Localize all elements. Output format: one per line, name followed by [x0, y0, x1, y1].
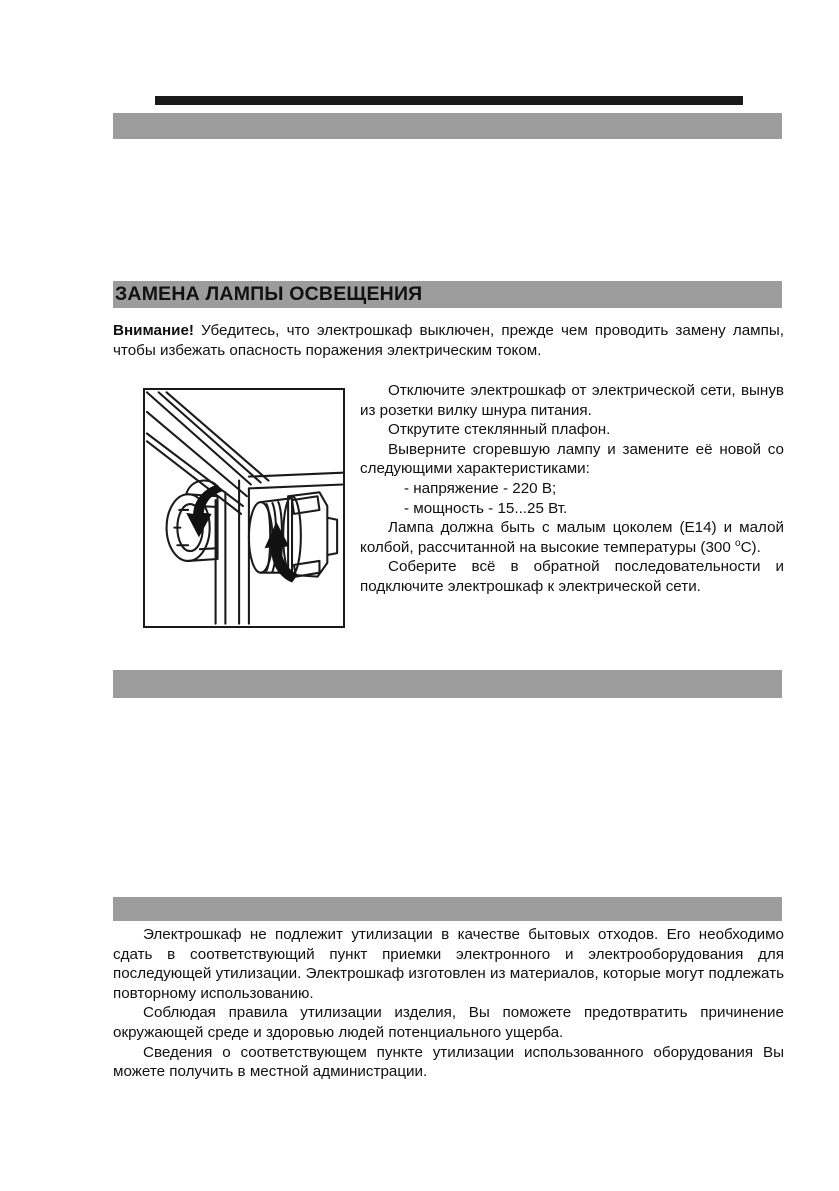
lamp-replacement-steps — [360, 381, 784, 597]
lower-gray-band — [113, 897, 782, 921]
warning-body: Убедитесь, что электрошкаф выключен, прежде чем проводить замену лампы, чтобы избежать опасность поражения электрическим током. — [113, 322, 784, 359]
disposal-paragraph-2-text: Соблюдая правила утилизации изделия, Вы поможете предотвратить причинение окружающей среде и здоровью людей потенциального ущерба. — [113, 1004, 784, 1041]
step-disconnect — [360, 381, 784, 420]
step-reassemble-text: Соберите всё в обратной последовательности и подключите электрошкаф к электрической сети. — [360, 558, 784, 595]
step-unscrew-cover-text: Открутите стеклянный плафон. — [388, 421, 611, 439]
lamp-type-note — [360, 518, 784, 557]
warning-paragraph — [113, 321, 784, 360]
step-unscrew-cover — [360, 420, 784, 440]
step-replace-bulb-text: Выверните сгоревшую лампу и замените её новой со следующими характеристиками: — [360, 440, 784, 478]
degree-symbol: o — [735, 537, 741, 549]
disposal-paragraph-2 — [113, 1003, 784, 1042]
disposal-section — [113, 925, 784, 1082]
oven-lamp-illustration — [143, 388, 345, 628]
step-replace-bulb — [360, 440, 784, 479]
disposal-paragraph-1 — [113, 925, 784, 1003]
disposal-paragraph-3-text: Сведения о соответствующем пункте утилизации использованного оборудования Вы можете получить в местной администрации. — [113, 1043, 784, 1081]
disposal-paragraph-1-text: Электрошкаф не подлежит утилизации в качестве бытовых отходов. Его необходимо сдать в соответствующий пункт приемки электронного и электрооборудования для последующей утилизации. Электрошкаф изготовлен из материалов, которые могут подлежать повторному использованию. — [113, 926, 784, 1002]
disposal-paragraph-3 — [113, 1043, 784, 1082]
section-heading-text: ЗАМЕНА ЛАМПЫ ОСВЕЩЕНИЯ — [115, 283, 423, 305]
spec-power — [360, 499, 784, 519]
spec-power-text: - мощность - 15...25 Вт. — [404, 499, 568, 517]
middle-gray-band — [113, 670, 782, 698]
step-disconnect-text: Отключите электрошкаф от электрической сети, вынув из розетки вилку шнура питания. — [360, 382, 784, 419]
oven-lamp-illustration-drawing — [145, 390, 343, 626]
step-reassemble — [360, 557, 784, 596]
lamp-type-note-tail: C). — [740, 538, 761, 556]
top-black-rule — [155, 96, 743, 105]
warning-lead: Внимание! — [113, 322, 194, 339]
spec-voltage-text: - напряжение - 220 В; — [404, 479, 557, 497]
top-gray-band — [113, 113, 782, 139]
spec-voltage — [360, 479, 784, 499]
lamp-type-note-text: Лампа должна быть с малым цоколем (E14) и малой колбой, рассчитанной на высокие температуры (300 — [360, 519, 784, 556]
section-heading-band — [113, 281, 782, 308]
